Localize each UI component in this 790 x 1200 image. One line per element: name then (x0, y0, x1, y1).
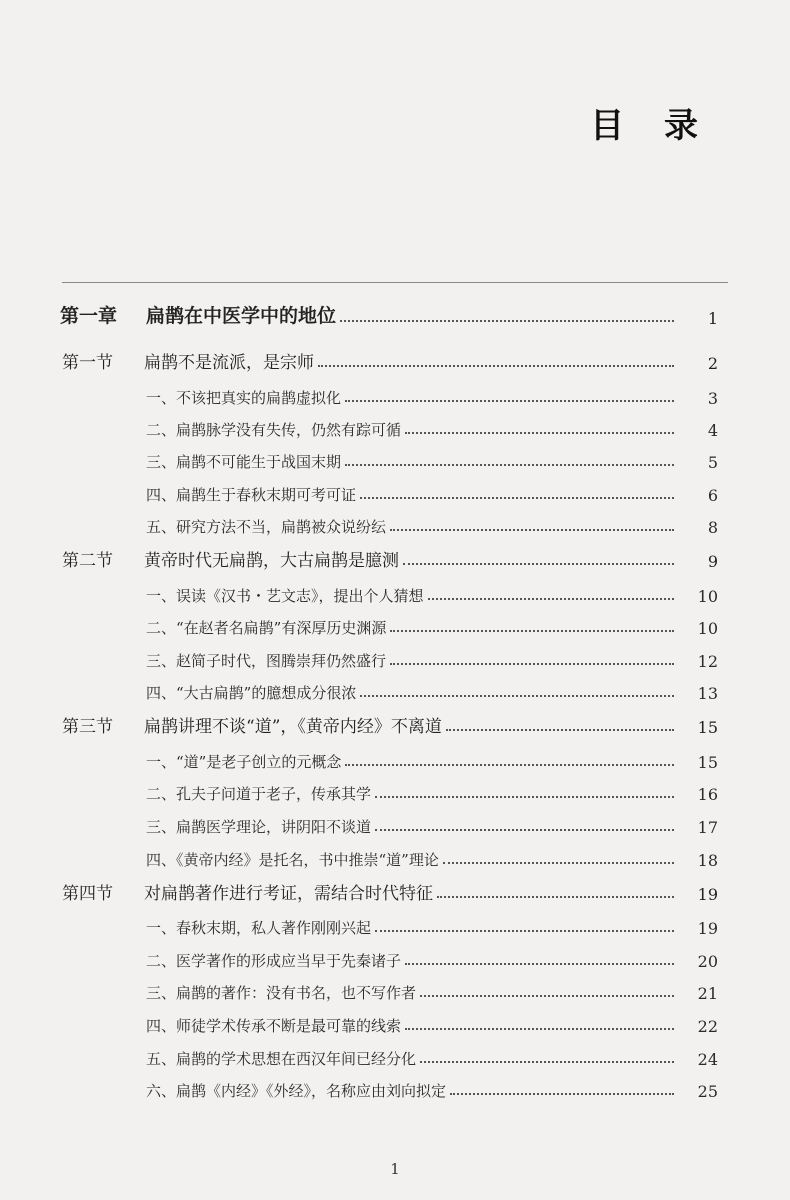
item-page: 17 (697, 818, 718, 837)
dot-leader (437, 895, 674, 898)
toc-item[interactable] (0, 906, 790, 938)
section-page: 2 (707, 354, 718, 373)
toc-item[interactable] (0, 805, 790, 837)
dot-leader (450, 1092, 674, 1095)
section-page: 19 (697, 885, 718, 904)
section-label: 第一节 (62, 353, 113, 373)
item-title: 四、“大古扁鹊”的臆想成分很浓 (146, 684, 357, 702)
footer-page-number: 1 (390, 1160, 400, 1178)
item-title: 四、扁鹊生于春秋末期可考可证 (146, 486, 357, 504)
item-title: 二、孔夫子问道于老子，传承其学 (146, 785, 372, 803)
dot-leader (340, 319, 674, 322)
item-title: 四、师徒学术传承不断是最可靠的线索 (146, 1017, 402, 1035)
chapter-page: 1 (707, 309, 718, 328)
dot-leader (443, 861, 674, 864)
item-title: 三、赵简子时代，图腾崇拜仍然盛行 (146, 652, 387, 670)
item-page: 10 (697, 587, 718, 606)
toc-item[interactable] (0, 671, 790, 703)
dot-leader (360, 694, 674, 697)
header-rule (62, 282, 728, 283)
item-page: 24 (697, 1050, 718, 1069)
item-title: 二、医学著作的形成应当早于先秦诸子 (146, 952, 402, 970)
dot-leader (403, 562, 674, 565)
item-title: 六、扁鹊《内经》《外经》，名称应由刘向拟定 (146, 1082, 447, 1100)
dot-leader (360, 496, 674, 499)
dot-leader (405, 431, 674, 434)
toc-section-2[interactable] (0, 539, 790, 571)
toc-item[interactable] (0, 408, 790, 440)
section-page: 15 (697, 718, 718, 737)
section-page: 9 (707, 552, 718, 571)
toc-item[interactable] (0, 376, 790, 408)
item-page: 19 (697, 919, 718, 938)
item-page: 16 (697, 785, 718, 804)
dot-leader (420, 1060, 674, 1063)
section-label: 第三节 (62, 717, 113, 737)
item-page: 3 (707, 389, 718, 408)
item-page: 5 (707, 453, 718, 472)
dot-leader (318, 364, 674, 367)
toc-chapter-1[interactable] (0, 296, 790, 328)
section-label: 第二节 (62, 551, 113, 571)
item-page: 8 (707, 518, 718, 537)
dot-leader (345, 463, 674, 466)
toc-section-4[interactable] (0, 872, 790, 904)
item-title: 五、研究方法不当，扁鹊被众说纷纭 (146, 518, 387, 536)
item-page: 6 (707, 486, 718, 505)
dot-leader (446, 728, 674, 731)
dot-leader (345, 763, 674, 766)
item-page: 4 (707, 421, 718, 440)
item-title: 一、误读《汉书・艺文志》，提出个人猜想 (146, 587, 424, 605)
dot-leader (405, 962, 674, 965)
dot-leader (420, 994, 674, 997)
toc-item[interactable] (0, 1069, 790, 1101)
dot-leader (405, 1027, 674, 1030)
item-title: 一、不该把真实的扁鹊虚拟化 (146, 389, 342, 407)
toc-section-3[interactable] (0, 705, 790, 737)
toc-item[interactable] (0, 473, 790, 505)
toc-item[interactable] (0, 606, 790, 638)
section-label: 第四节 (62, 884, 113, 904)
section-title: 对扁鹊著作进行考证，需结合时代特征 (144, 884, 433, 904)
item-title: 一、“道”是老子创立的元概念 (146, 753, 342, 771)
item-page: 13 (697, 684, 718, 703)
toc-item[interactable] (0, 740, 790, 772)
dot-leader (375, 795, 674, 798)
item-title: 二、“在赵者名扁鹊”有深厚历史渊源 (146, 619, 387, 637)
item-title: 二、扁鹊脉学没有失传，仍然有踪可循 (146, 421, 402, 439)
item-title: 三、扁鹊医学理论，讲阴阳不谈道 (146, 818, 372, 836)
section-title: 黄帝时代无扁鹊，大古扁鹊是臆测 (144, 551, 399, 571)
toc-item[interactable] (0, 939, 790, 971)
item-page: 18 (697, 851, 718, 870)
toc-item[interactable] (0, 440, 790, 472)
dot-leader (428, 597, 674, 600)
dot-leader (390, 629, 674, 632)
page-title: 目 录 (590, 106, 712, 146)
toc-item[interactable] (0, 1037, 790, 1069)
toc-item[interactable] (0, 505, 790, 537)
section-title: 扁鹊不是流派，是宗师 (144, 353, 314, 373)
item-title: 三、扁鹊不可能生于战国末期 (146, 453, 342, 471)
item-page: 12 (697, 652, 718, 671)
item-page: 15 (697, 753, 718, 772)
dot-leader (375, 929, 674, 932)
chapter-label: 第一章 (60, 305, 118, 327)
item-title: 四、《黄帝内经》是托名，书中推崇“道”理论 (146, 851, 439, 869)
toc-item[interactable] (0, 1004, 790, 1036)
dot-leader (375, 828, 674, 831)
toc-item[interactable] (0, 639, 790, 671)
item-page: 22 (697, 1017, 718, 1036)
toc-section-1[interactable] (0, 341, 790, 373)
chapter-title: 扁鹊在中医学中的地位 (146, 305, 337, 327)
dot-leader (390, 528, 674, 531)
item-page: 21 (697, 984, 718, 1003)
toc-item[interactable] (0, 971, 790, 1003)
toc-item[interactable] (0, 838, 790, 870)
section-title: 扁鹊讲理不谈“道”，《黄帝内经》不离道 (144, 717, 442, 737)
toc-item[interactable] (0, 574, 790, 606)
dot-leader (390, 662, 674, 665)
toc-item[interactable] (0, 772, 790, 804)
dot-leader (345, 399, 674, 402)
item-title: 三、扁鹊的著作：没有书名，也不写作者 (146, 984, 417, 1002)
item-page: 25 (697, 1082, 718, 1101)
item-title: 一、春秋末期，私人著作刚刚兴起 (146, 919, 372, 937)
item-page: 20 (697, 952, 718, 971)
item-title: 五、扁鹊的学术思想在西汉年间已经分化 (146, 1050, 417, 1068)
item-page: 10 (697, 619, 718, 638)
